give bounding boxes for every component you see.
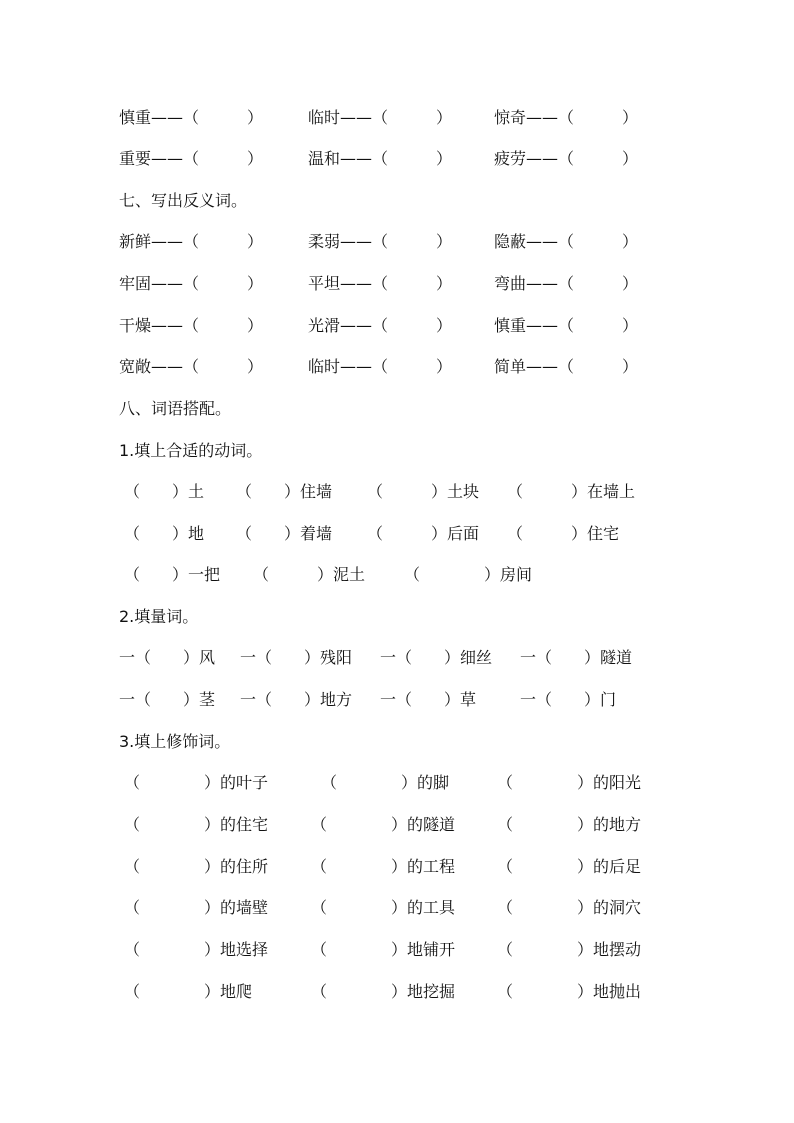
exercise-item: （ ）的阳光 [497,773,642,792]
exercise-item: 慎重——（ ） [494,316,639,335]
exercise-item: 弯曲——（ ） [494,274,639,293]
exercise-item: （ ）的隧道 [311,815,456,834]
exercise-item: （ ）地挖掘 [311,982,456,1001]
exercise-item: 一（ ）草 [380,690,477,709]
antonym-row [0,230,794,254]
measure-word-row [0,688,794,712]
exercise-item: 疲劳——（ ） [494,149,639,168]
exercise-item: 临时——（ ） [308,108,453,127]
antonym-row [0,355,794,379]
exercise-item: （ ）地爬 [124,982,253,1001]
section7-heading: 七、写出反义词。 [119,191,248,210]
exercise-item: 宽敞——（ ） [119,357,264,376]
subsection-heading [0,439,794,463]
pair-row [0,147,794,171]
part3-heading: 3.填上修饰词。 [119,732,231,751]
exercise-item: 惊奇——（ ） [494,108,639,127]
subsection-heading [0,605,794,629]
part1-heading: 1.填上合适的动词。 [119,441,263,460]
exercise-item: （ ）的叶子 [124,773,269,792]
exercise-item: 一（ ）风 [119,648,216,667]
exercise-item: 柔弱——（ ） [308,232,453,251]
exercise-item: 新鲜——（ ） [119,232,264,251]
exercise-item: 临时——（ ） [308,357,453,376]
exercise-item: 简单——（ ） [494,357,639,376]
exercise-item: （ ）住墙 [236,482,333,501]
exercise-item: （ ）的脚 [321,773,450,792]
exercise-item: 慎重——（ ） [119,108,264,127]
exercise-item: 温和——（ ） [308,149,453,168]
part2-heading: 2.填量词。 [119,607,199,626]
exercise-item: （ ）的地方 [497,815,642,834]
exercise-item: 一（ ）残阳 [240,648,353,667]
exercise-item: （ ）地抛出 [497,982,642,1001]
exercise-item: （ ）着墙 [236,524,333,543]
exercise-item: （ ）的住宅 [124,815,269,834]
exercise-item: （ ）的住所 [124,857,269,876]
exercise-item: （ ）土块 [367,482,480,501]
exercise-item: （ ）住宅 [507,524,620,543]
exercise-item: （ ）的工程 [311,857,456,876]
exercise-item: 牢固——（ ） [119,274,264,293]
exercise-item: （ ）地铺开 [311,940,456,959]
exercise-item: （ ）的洞穴 [497,898,642,917]
exercise-item: 隐蔽——（ ） [494,232,639,251]
modifier-row [0,771,794,795]
exercise-item: （ ）在墙上 [507,482,636,501]
section8-heading: 八、词语搭配。 [119,399,232,418]
exercise-item: 一（ ）门 [520,690,617,709]
verb-row [0,563,794,587]
verb-row [0,522,794,546]
exercise-item: 一（ ）地方 [240,690,353,709]
exercise-item: （ ）地 [124,524,205,543]
exercise-item: 重要——（ ） [119,149,264,168]
exercise-item: （ ）泥土 [253,565,366,584]
exercise-item: 平坦——（ ） [308,274,453,293]
exercise-item: （ ）后面 [367,524,480,543]
exercise-item: 光滑——（ ） [308,316,453,335]
antonym-row [0,314,794,338]
verb-row [0,480,794,504]
pair-row [0,106,794,130]
measure-word-row [0,646,794,670]
antonym-row [0,272,794,296]
modifier-row [0,896,794,920]
section-heading [0,397,794,421]
exercise-item: 一（ ）隧道 [520,648,633,667]
exercise-item: 一（ ）茎 [119,690,216,709]
modifier-row [0,813,794,837]
exercise-item: （ ）的工具 [311,898,456,917]
modifier-row [0,855,794,879]
exercise-item: （ ）地选择 [124,940,269,959]
exercise-item: （ ）地摆动 [497,940,642,959]
exercise-item: （ ）土 [124,482,205,501]
modifier-row [0,980,794,1004]
exercise-item: （ ）的后足 [497,857,642,876]
exercise-item: 一（ ）细丝 [380,648,493,667]
modifier-row [0,938,794,962]
exercise-item: （ ）一把 [124,565,221,584]
subsection-heading [0,730,794,754]
section-heading [0,189,794,213]
exercise-item: 干燥——（ ） [119,316,264,335]
exercise-item: （ ）的墙壁 [124,898,269,917]
exercise-item: （ ）房间 [404,565,533,584]
